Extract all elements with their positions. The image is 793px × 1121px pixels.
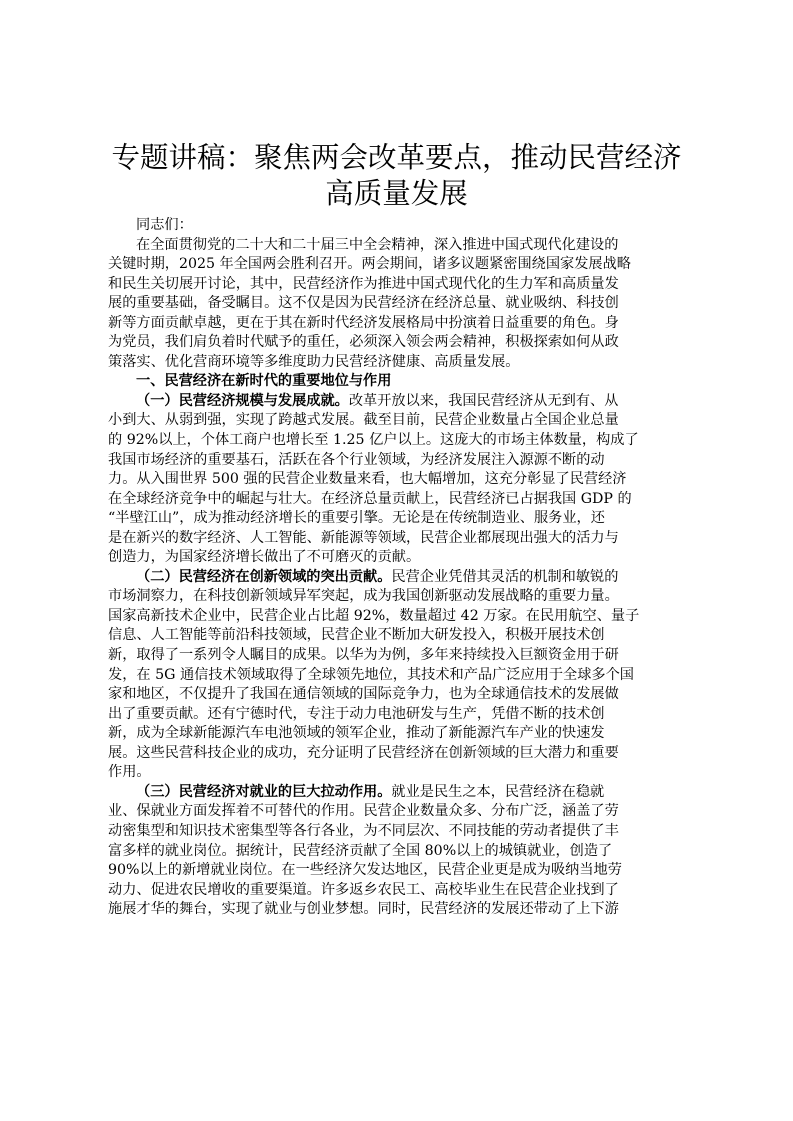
paragraph-line: 作用。 [108,764,151,781]
paragraph-line: 业、保就业方面发挥着不可替代的作用。民营企业数量众多、分布广泛，涵盖了劳 [108,803,619,820]
paragraph-line: 创造力，为国家经济增长做出了不可磨灭的贡献。 [108,549,421,566]
paragraph-line: 施展才华的舞台，实现了就业与创业梦想。同时，民营经济的发展还带动了上下游 [108,901,619,918]
paragraph-first-line [108,392,688,412]
paragraph-line: 在全面贯彻党的二十大和二十届三中全会精神，深入推进中国式现代化建设的 [136,236,619,253]
subsection-paragraph-3 [108,783,688,920]
paragraph-line: 信息、人工智能等前沿科技领域，民营企业不断加大研发投入，积极开展技术创 [108,627,605,644]
paragraph-line: 策落实、优化营商环境等多维度助力民营经济健康、高质量发展。 [108,353,520,370]
paragraph-line: 小到大、从弱到强，实现了跨越式发展。截至目前，民营企业数量占全国企业总量 [108,412,619,429]
paragraph-text: 就业是民生之本，民营经济在稳就 [391,783,605,800]
document-title [100,140,693,212]
paragraph-line: 为党员，我们肩负着时代赋予的重任，必须深入领会两会精神，积极探索如何从政 [108,334,619,351]
subsection-paragraph-1 [108,392,688,568]
subsection-lead: （一）民营经济规模与发展成就。 [136,392,349,409]
subsection-paragraph-2 [108,568,688,783]
paragraph-line: 展的重要基础，备受瞩目。这不仅是因为民营经济在经济总量、就业吸纳、科技创 [108,295,619,312]
paragraph-line: 的 92%以上，个体工商户也增长至 1.25 亿户以上。这庞大的市场主体数量，构成了 [108,432,639,449]
paragraph-line: 是在新兴的数字经济、人工智能、新能源等领域，民营企业都展现出强大的活力与 [108,529,619,546]
paragraph-line: 市场洞察力，在科技创新领域异军突起，成为我国创新驱动发展战略的重要力量。 [108,588,619,605]
paragraph-line: 新等方面贡献卓越，更在于其在新时代经济发展格局中扮演着日益重要的角色。身 [108,314,619,331]
paragraph-text: 民营企业凭借其灵活的机制和敏锐的 [391,568,619,585]
paragraph-line: 家和地区，不仅提升了我国在通信领域的国际竞争力，也为全球通信技术的发展做 [108,686,619,703]
paragraph-line: 关键时期，2025 年全国两会胜利召开。两会期间，诸多议题紧密围绕国家发展战略 [108,256,631,273]
paragraph-line: 和民生关切展开讨论，其中，民营经济作为推进中国式现代化的生力军和高质量发 [108,275,619,292]
title-line-2: 高质量发展 [325,177,468,210]
subsection-lead: （三）民营经济对就业的巨大拉动作用。 [136,783,392,800]
title-line-1: 专题讲稿：聚焦两会改革要点，推动民营经济 [111,141,682,174]
paragraph-line: 90%以上的新增就业岗位。在一些经济欠发达地区，民营企业更是成为吸纳当地劳 [108,862,622,879]
intro-paragraph [108,236,688,373]
paragraph-line: 新，取得了一系列令人瞩目的成果。以华为为例，多年来持续投入巨额资金用于研 [108,647,619,664]
paragraph-line: 在全球经济竞争中的崛起与壮大。在经济总量贡献上，民营经济已占据我国 GDP 的 [108,490,632,507]
paragraph-line: 力。从入围世界 500 强的民营企业数量来看，也大幅增加，这充分彰显了民营经济 [108,471,627,488]
paragraph-first-line [108,568,688,588]
salutation: 同志们： [136,217,193,233]
paragraph-line: 展。这些民营科技企业的成功，充分证明了民营经济在创新领域的巨大潜力和重要 [108,744,619,761]
paragraph-line: 我国市场经济的重要基石，活跃在各个行业领域，为经济发展注入源源不断的动 [108,451,605,468]
paragraph-line: 富多样的就业岗位。据统计，民营经济贡献了全国 80%以上的城镇就业，创造了 [108,842,613,859]
paragraph-line: “半壁江山”，成为推动经济增长的重要引擎。无论是在传统制造业、服务业，还 [108,510,605,527]
paragraph-line: 出了重要贡献。还有宁德时代，专注于动力电池研发与生产，凭借不断的技术创 [108,705,605,722]
paragraph-line: 国家高新技术企业中，民营企业占比超 92%，数量超过 42 万家。在民用航空、量子 [108,607,640,624]
paragraph-line: 发，在 5G 通信技术领域取得了全球领先地位，其技术和产品广泛应用于全球多个国 [108,666,634,683]
subsection-lead: （二）民营经济在创新领域的突出贡献。 [136,568,392,585]
document-body [108,216,688,920]
paragraph-line: 新，成为全球新能源汽车电池领域的领军企业，推动了新能源汽车产业的快速发 [108,725,605,742]
section-heading: 一、民营经济在新时代的重要地位与作用 [136,373,392,390]
paragraph-first-line [108,783,688,803]
paragraph-line: 动力、促进农民增收的重要渠道。许多返乡农民工、高校毕业生在民营企业找到了 [108,881,619,898]
paragraph-line: 动密集型和知识技术密集型等各行各业，为不同层次、不同技能的劳动者提供了丰 [108,822,619,839]
paragraph-text: 改革开放以来，我国民营经济从无到有、从 [348,392,619,409]
